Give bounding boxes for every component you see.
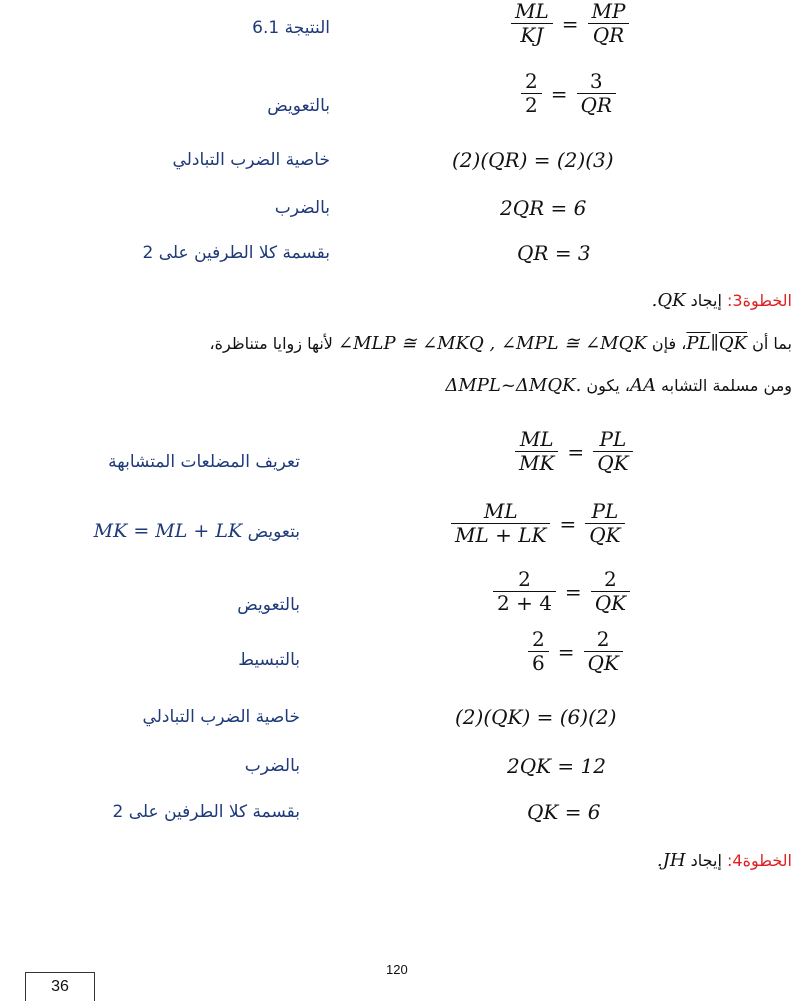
reason-similar-polygons: تعريف المضلعات المتشابهة — [108, 452, 300, 472]
aa-postulate: AA — [629, 375, 656, 396]
equation-cross-multiply-2: (2)(QK) = (6)(2) — [455, 705, 617, 729]
step4-text: إيجاد — [690, 851, 722, 870]
equation-multiply-1: 2QR = 6 — [500, 196, 587, 220]
reason-multiply-1: بالضرب — [274, 198, 330, 218]
equation-result-qk: QK = 6 — [527, 800, 601, 824]
para-text-postulate: ومن مسلمة التشابه — [661, 376, 792, 395]
step3-text: إيجاد — [690, 291, 722, 310]
equation-ratio-1: $\frac{ML}{KJ}$ = $\frac{MP}{QR}$ — [508, 0, 632, 47]
equation-substitute-mk: $\frac{ML}{ML + LK}$ = $\frac{PL}{QK}$ — [448, 500, 628, 547]
equation-multiply-2: 2QK = 12 — [507, 754, 606, 778]
step3-label: الخطوة3: — [727, 291, 792, 310]
equation-result-qr: QR = 3 — [517, 241, 591, 265]
paragraph-line-1 — [209, 333, 792, 354]
page-number: 120 — [386, 962, 408, 977]
para-text-then: ، فإن — [651, 334, 687, 353]
reason-divide-2: بقسمة كلا الطرفين على 2 — [112, 802, 300, 822]
reason-cross-multiply-2: خاصية الضرب التبادلي — [142, 707, 300, 727]
segment-pl: PL — [686, 333, 711, 354]
reason-simplify: بالتبسيط — [238, 650, 300, 670]
equation-substitution-1: $\frac{2}{2}$ = $\frac{3}{QR}$ — [518, 70, 619, 117]
segment-qk: QK — [718, 333, 748, 354]
section-number-box: 36 — [25, 972, 95, 1001]
reason-cross-multiply-1: خاصية الضرب التبادلي — [172, 150, 330, 170]
step4-var: JH. — [656, 850, 686, 871]
reason-substitute-formula: MK = ML + LK — [93, 520, 243, 542]
congruent-angles: ∠MLP ≅ ∠MKQ , ∠MPL ≅ ∠MQK — [337, 333, 647, 354]
step4-heading — [657, 850, 792, 871]
step3-heading — [652, 290, 792, 311]
reason-substitution-2: بالتعويض — [237, 595, 300, 615]
reason-substitute-label: بتعويض — [247, 522, 300, 542]
paragraph-line-2 — [445, 375, 792, 396]
equation-similar-ratio: $\frac{ML}{MK}$ = $\frac{PL}{QK}$ — [512, 428, 636, 475]
parallel-symbol: ∥ — [710, 333, 719, 354]
equation-substitution-2: $\frac{2}{2 + 4}$ = $\frac{2}{QK}$ — [490, 568, 633, 615]
para-text-corresponding: لأنها زوايا متناظرة، — [209, 334, 333, 353]
similar-triangles: ΔMPL~ΔMQK. — [445, 375, 582, 396]
step3-var: QK. — [651, 290, 686, 311]
reason-substitution-1: بالتعويض — [267, 96, 330, 116]
reason-multiply-2: بالضرب — [244, 756, 300, 776]
reason-substitute-mk — [94, 520, 300, 542]
step4-label: الخطوة4: — [727, 851, 792, 870]
para-text-is: ، يكون — [586, 376, 630, 395]
reason-result-6-1: النتيجة 6.1 — [252, 18, 330, 38]
equation-cross-multiply-1: (2)(QR) = (2)(3) — [452, 148, 614, 172]
reason-divide-1: بقسمة كلا الطرفين على 2 — [142, 243, 330, 263]
para-text-since: بما أن — [752, 334, 792, 353]
equation-simplify: $\frac{2}{6}$ = $\frac{2}{QK}$ — [525, 628, 626, 675]
